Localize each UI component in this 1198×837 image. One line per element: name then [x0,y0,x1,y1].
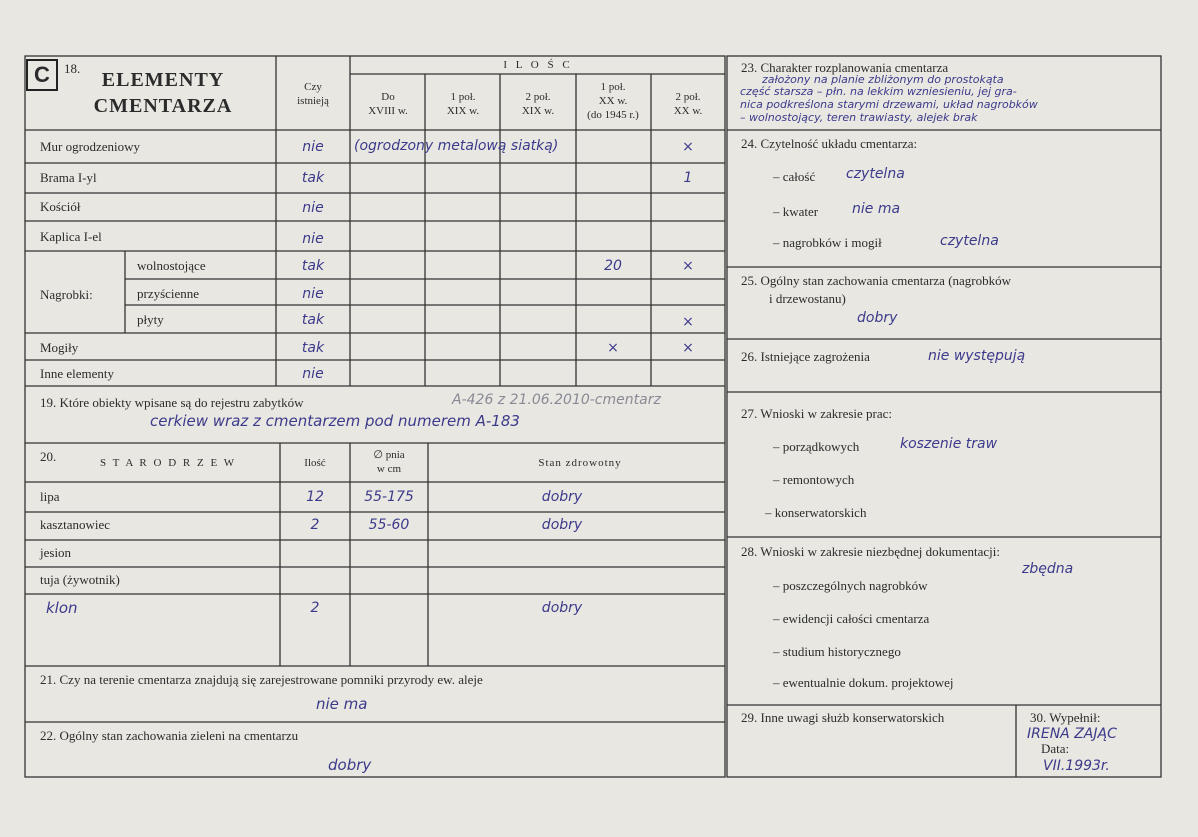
title-line-1: ELEMENTY [101,69,225,91]
tree-qty-klon: 2 [310,600,320,616]
plyty-col5: × [682,314,694,330]
plyty-exists: tak [301,312,325,328]
s23-label: 23. Charakter rozplanowania cmentarza [741,60,949,75]
mur-note: (ogrodzony metalową siatką) [354,138,559,154]
s19-note: cerkiew wraz z cmentarzem pod numerem A-183 [150,412,520,430]
tree-dia-lipa: 55-175 [364,489,414,505]
title-line-2: CMENTARZA [93,95,233,117]
section-number-18: 18. [64,61,81,76]
s28-answer: zbędna [1022,561,1074,577]
s24-row-calosc: – całość [773,169,816,184]
s25-answer: dobry [857,310,898,326]
row-label-mur: Mur ogrodzeniowy [40,139,141,154]
mogily-exists: tak [301,340,325,356]
row-label-kosciol: Kościół [40,199,81,214]
tree-health-klon: dobry [541,600,583,616]
tree-name-klon: klon [46,599,78,617]
s20-number: 20. [40,449,57,464]
mogily-col5: × [682,340,694,356]
s29-label: 29. Inne uwagi służb konserwatorskich [741,710,945,725]
s24-row-nagrobkow: – nagrobków i mogił [773,235,882,250]
tree-health-kasztanowiec: dobry [541,517,583,533]
tree-name-kasztanowiec: kasztanowiec [40,517,111,532]
s28-row-1: – poszczególnych nagrobków [773,578,928,593]
row-label-mogily: Mogiły [40,340,79,355]
s19-stamp: A-426 z 21.06.2010-cmentarz [452,392,661,408]
s20-header-name: S T A R O D R Z E W [100,457,237,469]
s23-line-3: nica podkreślona starymi drzewami, układ nagrobków [740,98,1038,111]
s19-label: 19. Które obiekty wpisane są do rejestru zabytków [40,395,304,410]
s20-header-qty: Ilość [304,457,326,469]
col-header-5-l1: 2 poł. [675,91,701,103]
s30-label: 30. Wypełnił: [1030,710,1101,725]
s27-row-porzadkowych: – porządkowych [773,439,860,454]
s28-row-3: – studium historycznego [773,644,901,659]
s27-row-konserwatorskich: – konserwatorskich [765,505,867,520]
s20-header-health: Stan zdrowotny [538,457,622,469]
s27-label: 27. Wnioski w zakresie prac: [741,406,893,421]
row-label-nagrobki: Nagrobki: [40,287,93,302]
s20-header-dia-2: w cm [376,463,402,475]
col-header-2-l2: XIX w. [446,105,480,117]
s30-date-label: Data: [1041,741,1070,756]
col-header-1-l1: Do [381,91,395,103]
col-header-4-l2: XX w. [598,95,628,107]
brama-col5: 1 [683,170,693,186]
col-header-4-l3: (do 1945 r.) [587,109,639,121]
col-header-3-l2: XIX w. [521,105,555,117]
mur-col5: × [682,139,694,155]
tree-name-jesion: jesion [40,545,72,560]
s23-line-1: założony na planie zbliżonym do prostokąta [762,73,1004,86]
col-header-5-l2: XX w. [673,105,703,117]
s27-value-porzadkowych: koszenie traw [900,436,998,452]
przyscienne-exists: nie [302,286,324,302]
tree-name-lipa: lipa [40,489,60,504]
s28-label: 28. Wnioski w zakresie niezbędnej dokumentacji: [741,544,1000,559]
tree-health-lipa: dobry [541,489,583,505]
s27-row-remontowych: – remontowych [773,472,855,487]
s26-answer: nie występują [928,348,1026,364]
col-header-1-l2: XVIII w. [368,105,408,117]
row-label-kaplica: Kaplica I-el [40,229,102,244]
col-header-2-l1: 1 poł. [450,91,476,103]
s25-label-2: i drzewostanu) [769,291,846,306]
quantity-header: I L O Ś C [503,59,573,71]
s26-label: 26. Istniejące zagrożenia [741,349,870,364]
exists-header-2: istnieją [297,95,329,107]
s28-row-2: – ewidencji całości cmentarza [773,611,930,626]
tree-name-tuja: tuja (żywotnik) [40,572,120,587]
s24-value-kwater: nie ma [852,201,901,217]
wolnostojace-exists: tak [301,258,325,274]
exists-header-1: Czy [304,81,322,93]
row-label-brama: Brama I-yl [40,170,97,185]
tree-qty-kasztanowiec: 2 [310,517,320,533]
tree-dia-kasztanowiec: 55-60 [368,517,410,533]
brama-exists: tak [301,170,325,186]
s28-row-4: – ewentualnie dokum. projektowej [773,675,954,690]
col-header-4-l1: 1 poł. [600,81,626,93]
wolnostojace-col5: × [682,258,694,274]
s30-name: IRENA ZAJĄC [1027,726,1117,742]
col-header-3-l1: 2 poł. [525,91,551,103]
tree-qty-lipa: 12 [306,489,324,505]
row-label-plyty: płyty [137,312,164,327]
s23-line-4: – wolnostojący, teren trawiasty, alejek brak [740,111,978,124]
kaplica-exists: nie [302,231,324,247]
s21-label: 21. Czy na terenie cmentarza znajdują się zarejestrowane pomniki przyrody ew. aleje [40,672,483,687]
s30-date: VII.1993r. [1043,758,1110,774]
s22-answer: dobry [328,756,372,774]
card-letter-box: C [26,59,58,91]
s20-header-dia-1: ∅ pnia [373,449,405,461]
wolnostojace-col4: 20 [604,258,622,274]
s23-line-2: część starsza – płn. na lekkim wzniesieniu, jej gra- [740,85,1017,98]
mur-exists: nie [302,139,324,155]
row-label-inne: Inne elementy [40,366,114,381]
s22-label: 22. Ogólny stan zachowania zieleni na cmentarzu [40,728,299,743]
s25-label-1: 25. Ogólny stan zachowania cmentarza (nagrobków [741,273,1012,288]
row-label-przyscienne: przyścienne [137,286,200,301]
inne-exists: nie [302,366,324,382]
s24-value-calosc: czytelna [846,166,905,182]
s24-label: 24. Czytelność układu cmentarza: [741,136,918,151]
row-label-wolnostojace: wolnostojące [137,258,206,273]
mogily-col4: × [607,340,619,356]
kosciol-exists: nie [302,200,324,216]
s24-value-nagrobkow: czytelna [940,233,999,249]
s21-answer: nie ma [316,695,368,713]
s24-row-kwater: – kwater [773,204,819,219]
